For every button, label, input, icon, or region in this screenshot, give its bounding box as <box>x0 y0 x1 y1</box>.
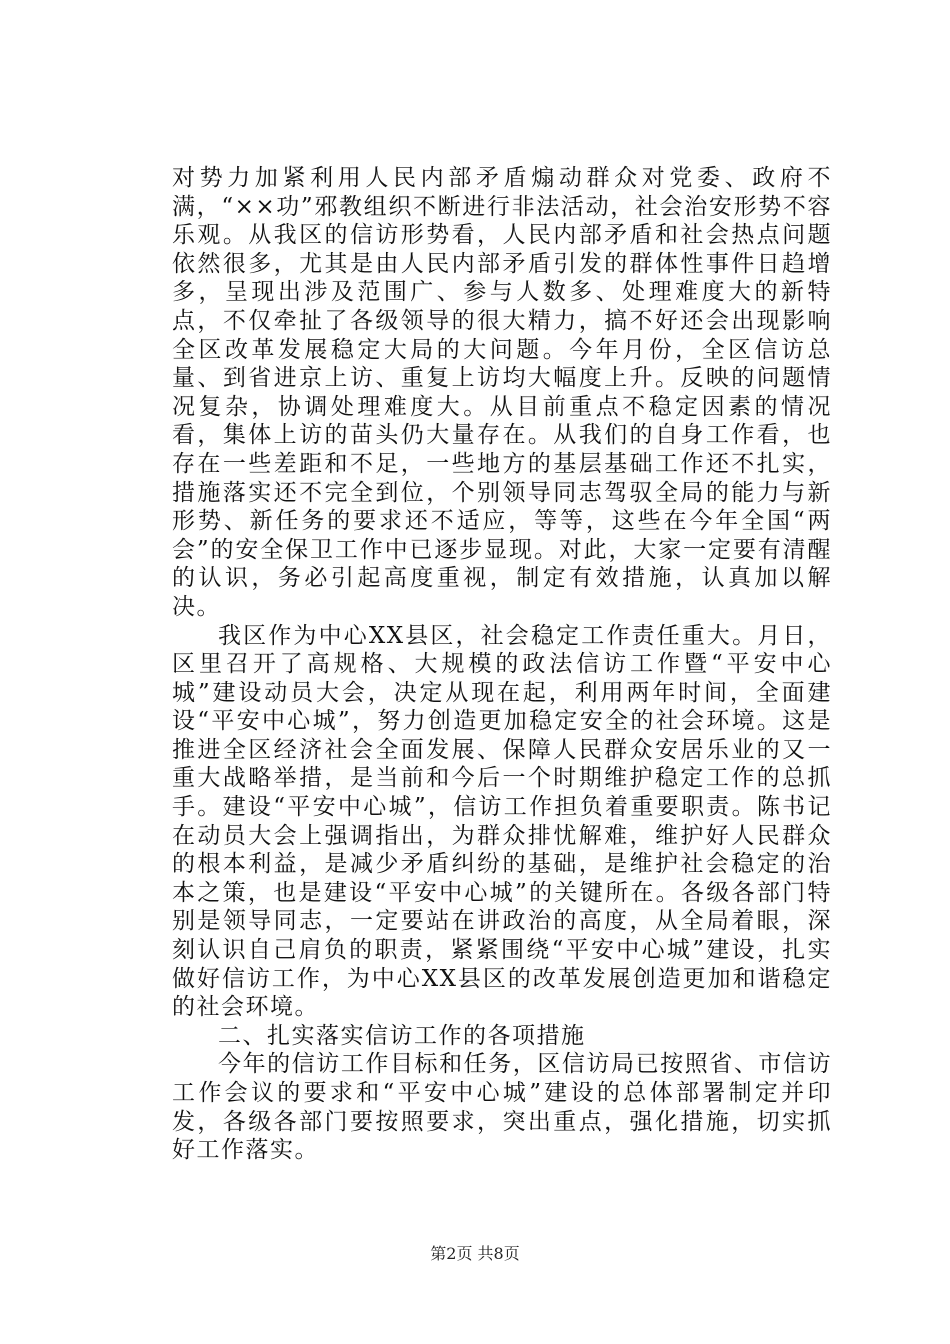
paragraph-2: 我区作为中心XX县区，社会稳定工作责任重大。月日，区里召开了高规格、大规模的政法信访工作暨“平安中心城”建设动员大会，决定从现在起，利用两年时间，全面建设“平安中心城”，努力创造更加稳定安全的社会环境。这是推进全区经济社会全面发展、保障人民群众安居乐业的又一重大战略举措，是当前和今后一个时期维护稳定工作的总抓手。建设“平安中心城”，信访工作担负着重要职责。陈书记在动员大会上强调指出，为群众排忧解难，维护好人民群众的根本利益，是减少矛盾纠纷的基础，是维护社会稳定的治本之策，也是建设“平安中心城”的关键所在。各级各部门特别是领导同志，一定要站在讲政治的高度，从全局着眼，深刻认识自己肩负的职责，紧紧围绕“平安中心城”建设，扎实做好信访工作，为中心XX县区的改革发展创造更加和谐稳定的社会环境。 <box>172 622 832 1021</box>
paragraph-1: 对势力加紧利用人民内部矛盾煽动群众对党委、政府不满，“××功”邪教组织不断进行非法活动，社会治安形势不容乐观。从我区的信访形势看，人民内部矛盾和社会热点问题依然很多，尤其是由人民内部矛盾引发的群体性事件日趋增多，呈现出涉及范围广、参与人数多、处理难度大的新特点，不仅牵扯了各级领导的很大精力，搞不好还会出现影响全区改革发展稳定大局的大问题。今年月份，全区信访总量、到省进京上访、重复上访均大幅度上升。反映的问题情况复杂，协调处理难度大。从目前重点不稳定因素的情况看，集体上访的苗头仍大量存在。从我们的自身工作看，也存在一些差距和不足，一些地方的基层基础工作还不扎实，措施落实还不完全到位，个别领导同志驾驭全局的能力与新形势、新任务的要求还不适应，等等，这些在今年全国“两会”的安全保卫工作中已逐步显现。对此，大家一定要有清醒的认识，务必引起高度重视，制定有效措施，认真加以解决。 <box>172 165 832 620</box>
section-heading: 二、扎实落实信访工作的各项措施 <box>218 1022 586 1049</box>
page-number-footer: 第2页 共8页 <box>430 1244 520 1263</box>
paragraph-3: 今年的信访工作目标和任务，区信访局已按照省、市信访工作会议的要求和“平安中心城”建设的总体部署制定并印发，各级各部门要按照要求，突出重点，强化措施，切实抓好工作落实。 <box>172 1051 832 1164</box>
document-body <box>172 164 832 1165</box>
